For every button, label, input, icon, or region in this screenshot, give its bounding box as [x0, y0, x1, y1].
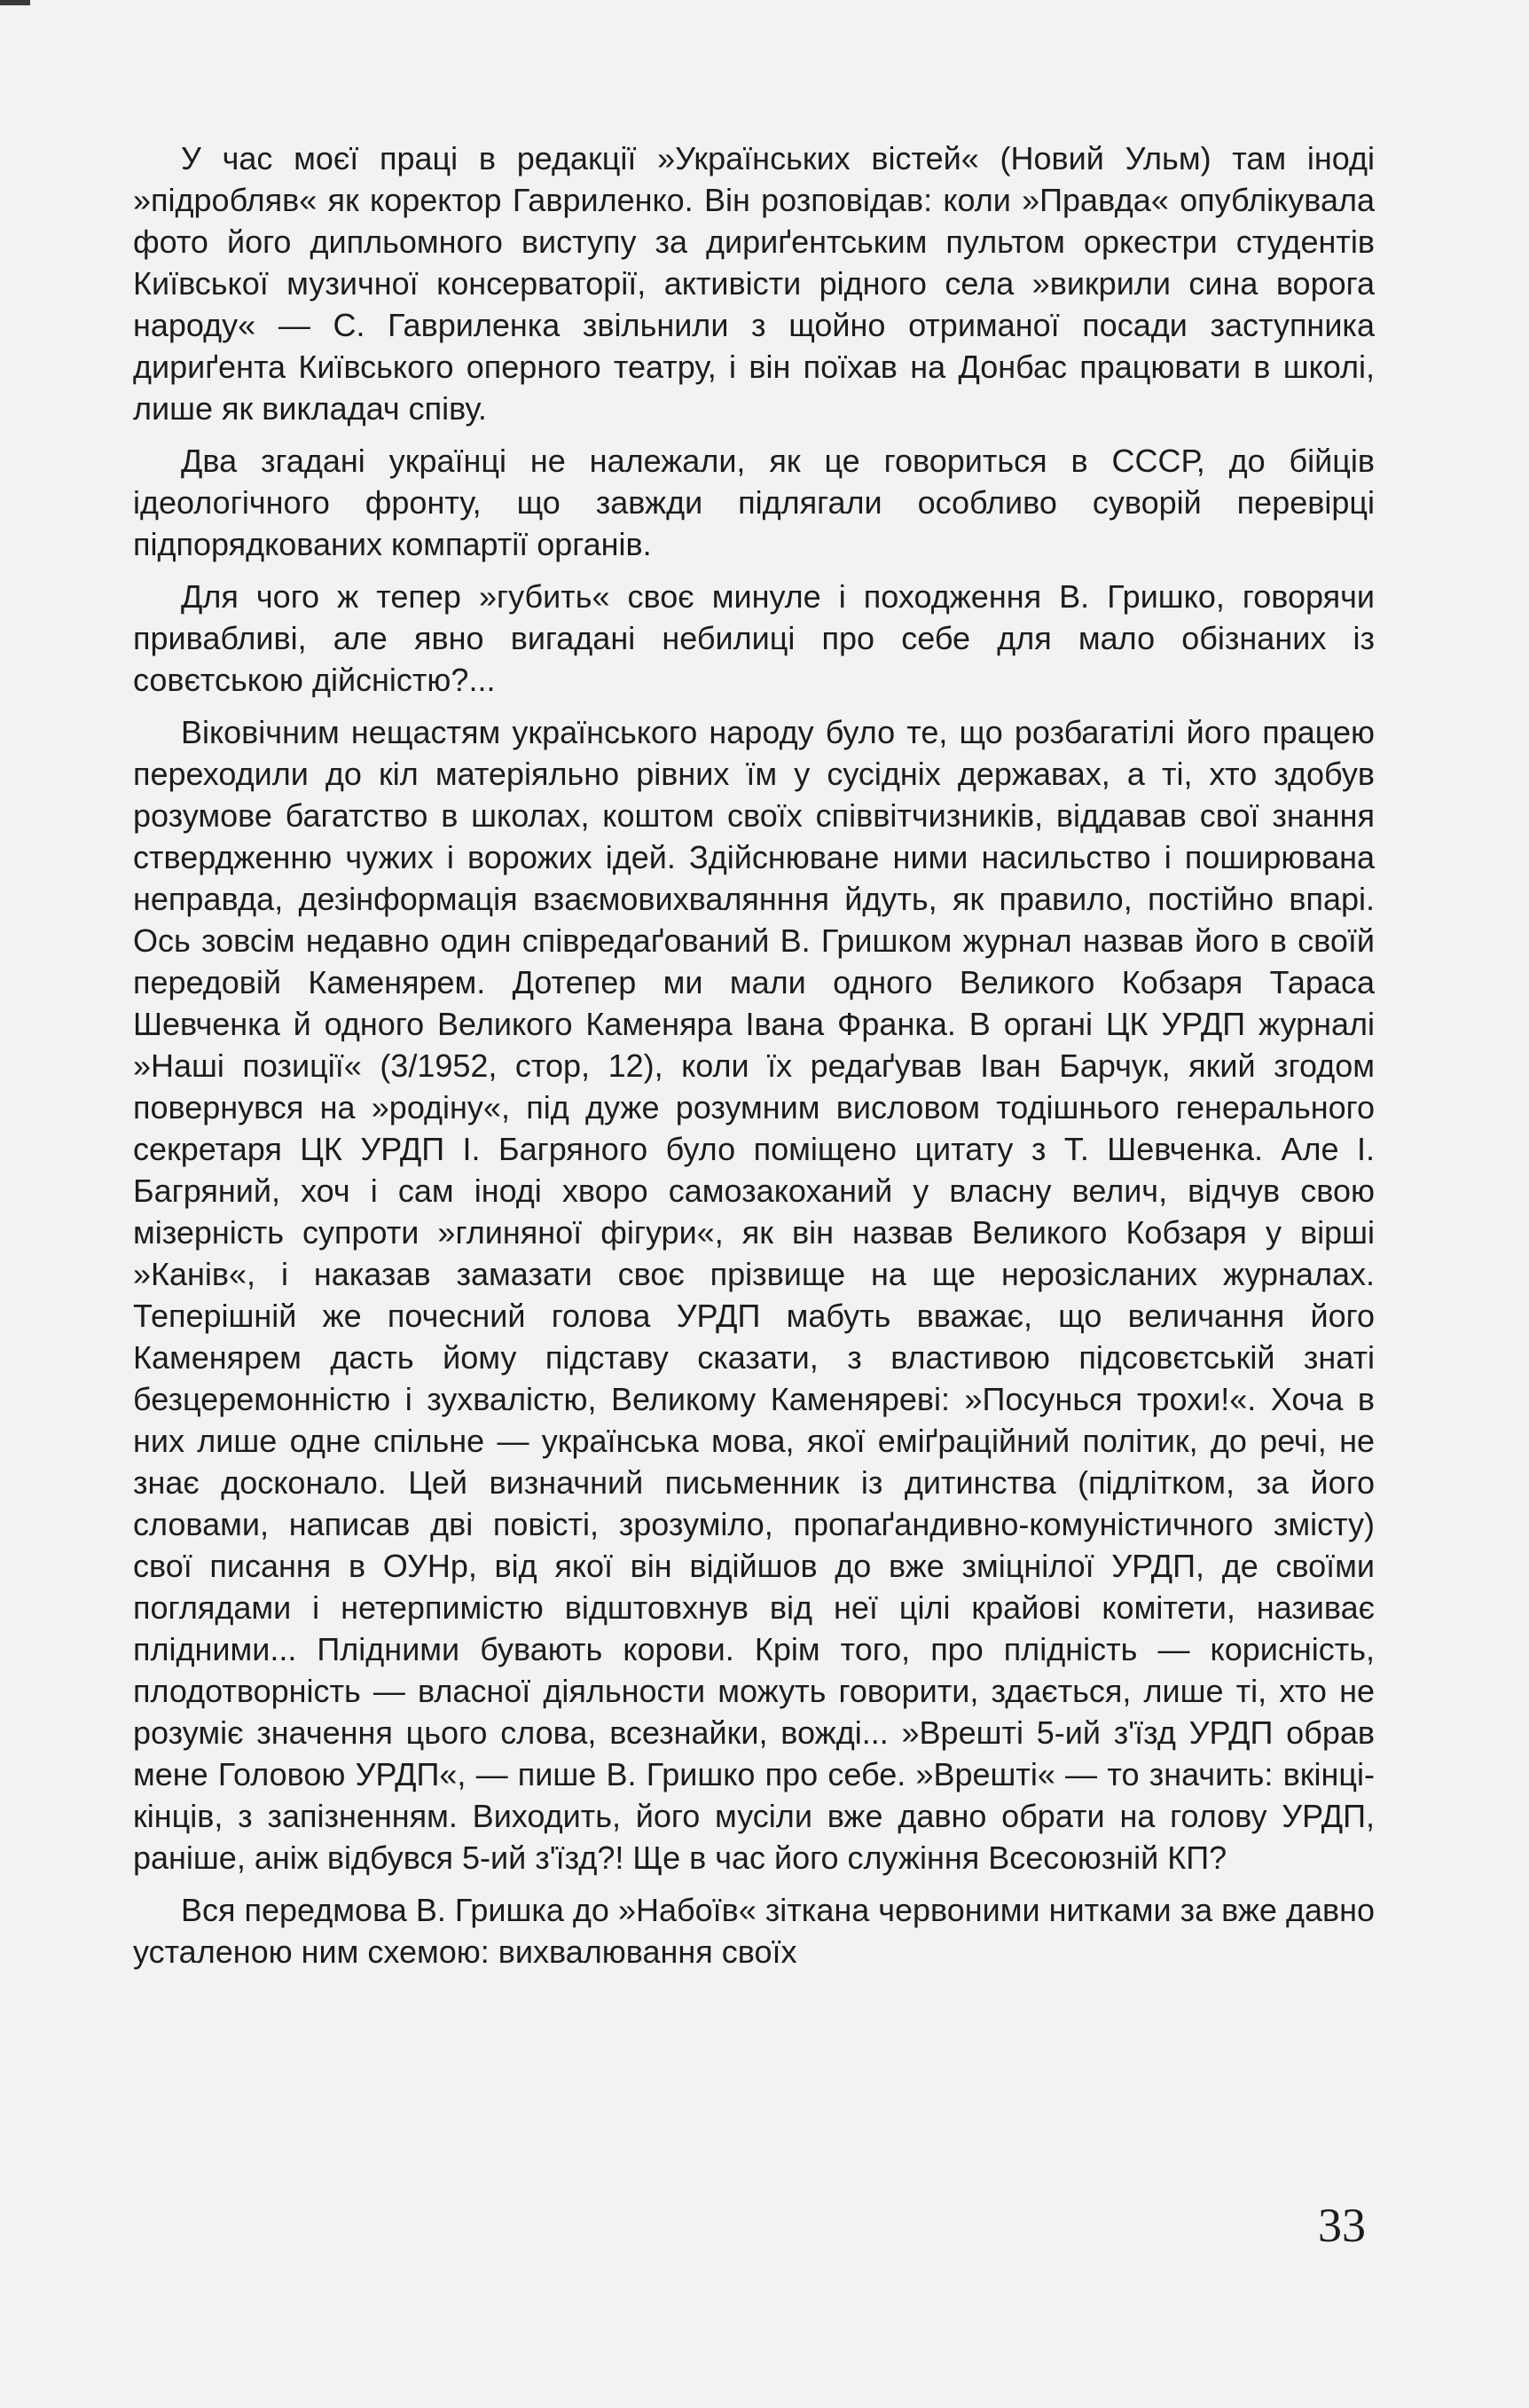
page-number: 33 — [1318, 2199, 1366, 2252]
paragraph-1: У час моєї праці в редакції »Українських вістей« (Новий Ульм) там іноді »підробляв« як коректор Гавриленко. Він розповідав: коли »Правда« опублікувала фото його дипльомного виступу за дириґентським пультом оркестри студентів Київської музичної консерваторії, активісти рідного села »викрили сина ворога народу« — С. Гавриленка звільнили з щойно отриманої посади заступника дириґента Київського оперного театру, і він поїхав на Донбас працювати в школі, лише як викладач співу. — [133, 140, 1375, 427]
paragraph-4: Віковічним нещастям українського народу було те, що розбагатілі його працею переходили до кіл матеріяльно рівних їм у сусідніх державах, а ті, хто здобув розумове багатство в школах, коштом своїх співвітчизників, віддавав свої знання ствердженню чужих і ворожих ідей. Здійснюване ними насильство і поширювана неправда, дезінформація взаємовихвалянння йдуть, як правило, постійно впарі. Ось зовсім недавно один співредаґований В. Гришком журнал назвав його в своїй передовій Каменярем. Дотепер ми мали одного Великого Кобзаря Тараса Шевченка й одного Великого Каменяра Івана Франка. В органі ЦК УРДП журналі »Наші позиції« (3/1952, стор, 12), коли їх редаґував Іван Барчук, який згодом повернувся на »родіну«, під дуже розумним висловом тодішнього генерального секретаря ЦК УРДП І. Багряного було поміщено цитату з Т. Шевченка. Але І. Багряний, хоч і сам іноді хворо самозакоханий у власну велич, відчув свою мізерність супроти »глиняної фігури«, як він назвав Великого Кобзаря у вірші »Канів«, і наказав замазати своє прізвище на ще нерозісланих журналах. Теперішній же почесний голова УРДП мабуть вважає, що величання його Каменярем дасть йому підставу сказати, з властивою підсовєтській знаті безцеремонністю і зухвалістю, Великому Каменяреві: »Посунься трохи!«. Хоча в них лише одне спільне — українська мова, якої еміґраційний політик, до речі, не знає досконало. Цей визначний письменник із дитинства (підлітком, за його словами, написав дві повісті, зрозуміло, пропаґандивно-комуністичного змісту) свої писання в ОУНр, від якої він відійшов до вже зміцнілої УРДП, де своїми поглядами і нетерпимістю відштовхнув від неї цілі крайові комітети, називає плідними... Плідними бувають корови. Крім того, про плідність — корисність, плодотворність — власної діяльности можуть говорити, здається, лише ті, хто не розуміє значення цього слова, всезнайки, вожді... »Врешті 5-ий з'їзд УРДП обрав мене Головою УРДП«, — пише В. Гришко про себе. »Врешті« — то значить: вкінці-кінців, з запізненням. Виходить, його мусіли вже давно обрати на голову УРДП, раніше, аніж відбувся 5-ий з'їзд?! Ще в час його служіння Всесоюзній КП? — [133, 714, 1375, 1876]
paragraph-5: Вся передмова В. Гришка до »Набоїв« зіткана червоними нитками за вже давно усталеною ним схемою: вихвалювання своїх — [133, 1892, 1375, 1970]
scan-edge-mark — [0, 0, 30, 5]
body-text — [133, 137, 1375, 1983]
paragraph-2: Два згадані українці не належали, як це говориться в СССР, до бійців ідеологічного фронту, що завжди підлягали особливо суворій перевірці підпорядкованих компартії органів. — [133, 443, 1375, 562]
paragraph-3: Для чого ж тепер »губить« своє минуле і походження В. Гришко, говорячи привабливі, але явно вигадані небилиці про себе для мало обізнаних із совєтською дійсністю?... — [133, 578, 1375, 698]
